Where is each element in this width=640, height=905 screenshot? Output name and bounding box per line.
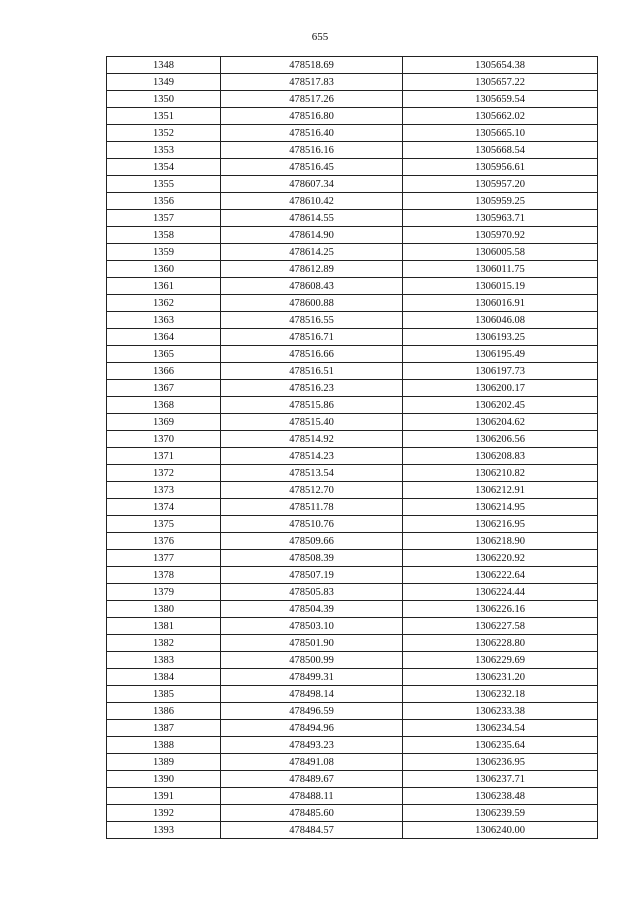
point-number-cell: 1373 [107, 482, 221, 499]
point-number-cell: 1381 [107, 618, 221, 635]
x-coordinate-cell: 478499.31 [221, 669, 403, 686]
table-row [107, 567, 598, 584]
x-coordinate-cell: 478515.86 [221, 397, 403, 414]
y-coordinate-cell: 1306226.16 [403, 601, 598, 618]
y-coordinate-cell: 1305662.02 [403, 108, 598, 125]
table-row [107, 652, 598, 669]
x-coordinate-cell: 478517.26 [221, 91, 403, 108]
point-number-cell: 1370 [107, 431, 221, 448]
table-row [107, 397, 598, 414]
x-coordinate-cell: 478517.83 [221, 74, 403, 91]
table-row [107, 482, 598, 499]
y-coordinate-cell: 1306238.48 [403, 788, 598, 805]
point-number-cell: 1367 [107, 380, 221, 397]
y-coordinate-cell: 1306005.58 [403, 244, 598, 261]
y-coordinate-cell: 1306229.69 [403, 652, 598, 669]
y-coordinate-cell: 1306228.80 [403, 635, 598, 652]
x-coordinate-cell: 478500.99 [221, 652, 403, 669]
y-coordinate-cell: 1306239.59 [403, 805, 598, 822]
table-row [107, 431, 598, 448]
y-coordinate-cell: 1306235.64 [403, 737, 598, 754]
point-number-cell: 1361 [107, 278, 221, 295]
point-number-cell: 1366 [107, 363, 221, 380]
y-coordinate-cell: 1306216.95 [403, 516, 598, 533]
y-coordinate-cell: 1305665.10 [403, 125, 598, 142]
x-coordinate-cell: 478503.10 [221, 618, 403, 635]
x-coordinate-cell: 478516.80 [221, 108, 403, 125]
y-coordinate-cell: 1305654.38 [403, 57, 598, 74]
coordinates-table [106, 56, 598, 839]
y-coordinate-cell: 1305956.61 [403, 159, 598, 176]
point-number-cell: 1392 [107, 805, 221, 822]
x-coordinate-cell: 478516.16 [221, 142, 403, 159]
table-row [107, 686, 598, 703]
point-number-cell: 1355 [107, 176, 221, 193]
y-coordinate-cell: 1306195.49 [403, 346, 598, 363]
y-coordinate-cell: 1306214.95 [403, 499, 598, 516]
x-coordinate-cell: 478507.19 [221, 567, 403, 584]
x-coordinate-cell: 478511.78 [221, 499, 403, 516]
table-row [107, 176, 598, 193]
point-number-cell: 1384 [107, 669, 221, 686]
point-number-cell: 1378 [107, 567, 221, 584]
point-number-cell: 1376 [107, 533, 221, 550]
x-coordinate-cell: 478508.39 [221, 550, 403, 567]
x-coordinate-cell: 478512.70 [221, 482, 403, 499]
table-row [107, 499, 598, 516]
y-coordinate-cell: 1306232.18 [403, 686, 598, 703]
table-row [107, 516, 598, 533]
point-number-cell: 1374 [107, 499, 221, 516]
table-row [107, 703, 598, 720]
y-coordinate-cell: 1306206.56 [403, 431, 598, 448]
point-number-cell: 1391 [107, 788, 221, 805]
x-coordinate-cell: 478494.96 [221, 720, 403, 737]
point-number-cell: 1357 [107, 210, 221, 227]
point-number-cell: 1385 [107, 686, 221, 703]
table-row [107, 720, 598, 737]
y-coordinate-cell: 1306200.17 [403, 380, 598, 397]
x-coordinate-cell: 478610.42 [221, 193, 403, 210]
table-row [107, 91, 598, 108]
table-row [107, 159, 598, 176]
x-coordinate-cell: 478516.23 [221, 380, 403, 397]
point-number-cell: 1379 [107, 584, 221, 601]
x-coordinate-cell: 478516.55 [221, 312, 403, 329]
y-coordinate-cell: 1306202.45 [403, 397, 598, 414]
y-coordinate-cell: 1306218.90 [403, 533, 598, 550]
table-row [107, 822, 598, 839]
point-number-cell: 1375 [107, 516, 221, 533]
point-number-cell: 1390 [107, 771, 221, 788]
point-number-cell: 1393 [107, 822, 221, 839]
y-coordinate-cell: 1306231.20 [403, 669, 598, 686]
table-row [107, 363, 598, 380]
point-number-cell: 1363 [107, 312, 221, 329]
x-coordinate-cell: 478484.57 [221, 822, 403, 839]
y-coordinate-cell: 1306015.19 [403, 278, 598, 295]
table-row [107, 74, 598, 91]
y-coordinate-cell: 1305668.54 [403, 142, 598, 159]
table-row [107, 601, 598, 618]
point-number-cell: 1360 [107, 261, 221, 278]
point-number-cell: 1368 [107, 397, 221, 414]
table-row [107, 669, 598, 686]
x-coordinate-cell: 478516.51 [221, 363, 403, 380]
table-row [107, 244, 598, 261]
y-coordinate-cell: 1306204.62 [403, 414, 598, 431]
point-number-cell: 1353 [107, 142, 221, 159]
table-row [107, 125, 598, 142]
table-row [107, 346, 598, 363]
point-number-cell: 1352 [107, 125, 221, 142]
point-number-cell: 1348 [107, 57, 221, 74]
table-row [107, 312, 598, 329]
point-number-cell: 1372 [107, 465, 221, 482]
point-number-cell: 1365 [107, 346, 221, 363]
point-number-cell: 1389 [107, 754, 221, 771]
table-row [107, 737, 598, 754]
table-row [107, 295, 598, 312]
x-coordinate-cell: 478515.40 [221, 414, 403, 431]
point-number-cell: 1364 [107, 329, 221, 346]
x-coordinate-cell: 478485.60 [221, 805, 403, 822]
y-coordinate-cell: 1306227.58 [403, 618, 598, 635]
table-row [107, 788, 598, 805]
table-row [107, 227, 598, 244]
x-coordinate-cell: 478505.83 [221, 584, 403, 601]
x-coordinate-cell: 478516.66 [221, 346, 403, 363]
point-number-cell: 1377 [107, 550, 221, 567]
point-number-cell: 1359 [107, 244, 221, 261]
x-coordinate-cell: 478496.59 [221, 703, 403, 720]
point-number-cell: 1358 [107, 227, 221, 244]
page-number: 655 [311, 31, 329, 43]
x-coordinate-cell: 478504.39 [221, 601, 403, 618]
table-row [107, 550, 598, 567]
table-row [107, 414, 598, 431]
table-row [107, 193, 598, 210]
y-coordinate-cell: 1306210.82 [403, 465, 598, 482]
y-coordinate-cell: 1305963.71 [403, 210, 598, 227]
table-row [107, 805, 598, 822]
table-row [107, 261, 598, 278]
y-coordinate-cell: 1305970.92 [403, 227, 598, 244]
table-row [107, 108, 598, 125]
x-coordinate-cell: 478612.89 [221, 261, 403, 278]
table-row [107, 57, 598, 74]
table-row [107, 380, 598, 397]
x-coordinate-cell: 478516.40 [221, 125, 403, 142]
point-number-cell: 1382 [107, 635, 221, 652]
x-coordinate-cell: 478510.76 [221, 516, 403, 533]
coordinates-table-body [107, 57, 598, 839]
point-number-cell: 1349 [107, 74, 221, 91]
table-row [107, 278, 598, 295]
x-coordinate-cell: 478498.14 [221, 686, 403, 703]
point-number-cell: 1354 [107, 159, 221, 176]
y-coordinate-cell: 1306046.08 [403, 312, 598, 329]
y-coordinate-cell: 1305959.25 [403, 193, 598, 210]
table-row [107, 465, 598, 482]
x-coordinate-cell: 478489.67 [221, 771, 403, 788]
table-row [107, 533, 598, 550]
x-coordinate-cell: 478614.90 [221, 227, 403, 244]
y-coordinate-cell: 1306236.95 [403, 754, 598, 771]
point-number-cell: 1387 [107, 720, 221, 737]
y-coordinate-cell: 1306222.64 [403, 567, 598, 584]
x-coordinate-cell: 478607.34 [221, 176, 403, 193]
y-coordinate-cell: 1306011.75 [403, 261, 598, 278]
y-coordinate-cell: 1306016.91 [403, 295, 598, 312]
x-coordinate-cell: 478509.66 [221, 533, 403, 550]
x-coordinate-cell: 478608.43 [221, 278, 403, 295]
x-coordinate-cell: 478614.55 [221, 210, 403, 227]
y-coordinate-cell: 1306208.83 [403, 448, 598, 465]
table-row [107, 448, 598, 465]
y-coordinate-cell: 1305657.22 [403, 74, 598, 91]
table-row [107, 635, 598, 652]
x-coordinate-cell: 478514.23 [221, 448, 403, 465]
x-coordinate-cell: 478501.90 [221, 635, 403, 652]
x-coordinate-cell: 478488.11 [221, 788, 403, 805]
table-row [107, 329, 598, 346]
y-coordinate-cell: 1306224.44 [403, 584, 598, 601]
point-number-cell: 1386 [107, 703, 221, 720]
table-row [107, 618, 598, 635]
x-coordinate-cell: 478493.23 [221, 737, 403, 754]
y-coordinate-cell: 1306193.25 [403, 329, 598, 346]
y-coordinate-cell: 1305957.20 [403, 176, 598, 193]
point-number-cell: 1362 [107, 295, 221, 312]
x-coordinate-cell: 478516.45 [221, 159, 403, 176]
x-coordinate-cell: 478600.88 [221, 295, 403, 312]
x-coordinate-cell: 478518.69 [221, 57, 403, 74]
table-row [107, 210, 598, 227]
y-coordinate-cell: 1306234.54 [403, 720, 598, 737]
x-coordinate-cell: 478614.25 [221, 244, 403, 261]
x-coordinate-cell: 478491.08 [221, 754, 403, 771]
x-coordinate-cell: 478513.54 [221, 465, 403, 482]
point-number-cell: 1371 [107, 448, 221, 465]
table-row [107, 771, 598, 788]
table-row [107, 584, 598, 601]
x-coordinate-cell: 478514.92 [221, 431, 403, 448]
y-coordinate-cell: 1306237.71 [403, 771, 598, 788]
y-coordinate-cell: 1306240.00 [403, 822, 598, 839]
point-number-cell: 1369 [107, 414, 221, 431]
table-row [107, 754, 598, 771]
x-coordinate-cell: 478516.71 [221, 329, 403, 346]
table-row [107, 142, 598, 159]
point-number-cell: 1351 [107, 108, 221, 125]
point-number-cell: 1383 [107, 652, 221, 669]
point-number-cell: 1356 [107, 193, 221, 210]
point-number-cell: 1350 [107, 91, 221, 108]
y-coordinate-cell: 1306197.73 [403, 363, 598, 380]
y-coordinate-cell: 1306212.91 [403, 482, 598, 499]
y-coordinate-cell: 1306233.38 [403, 703, 598, 720]
y-coordinate-cell: 1305659.54 [403, 91, 598, 108]
y-coordinate-cell: 1306220.92 [403, 550, 598, 567]
point-number-cell: 1380 [107, 601, 221, 618]
point-number-cell: 1388 [107, 737, 221, 754]
